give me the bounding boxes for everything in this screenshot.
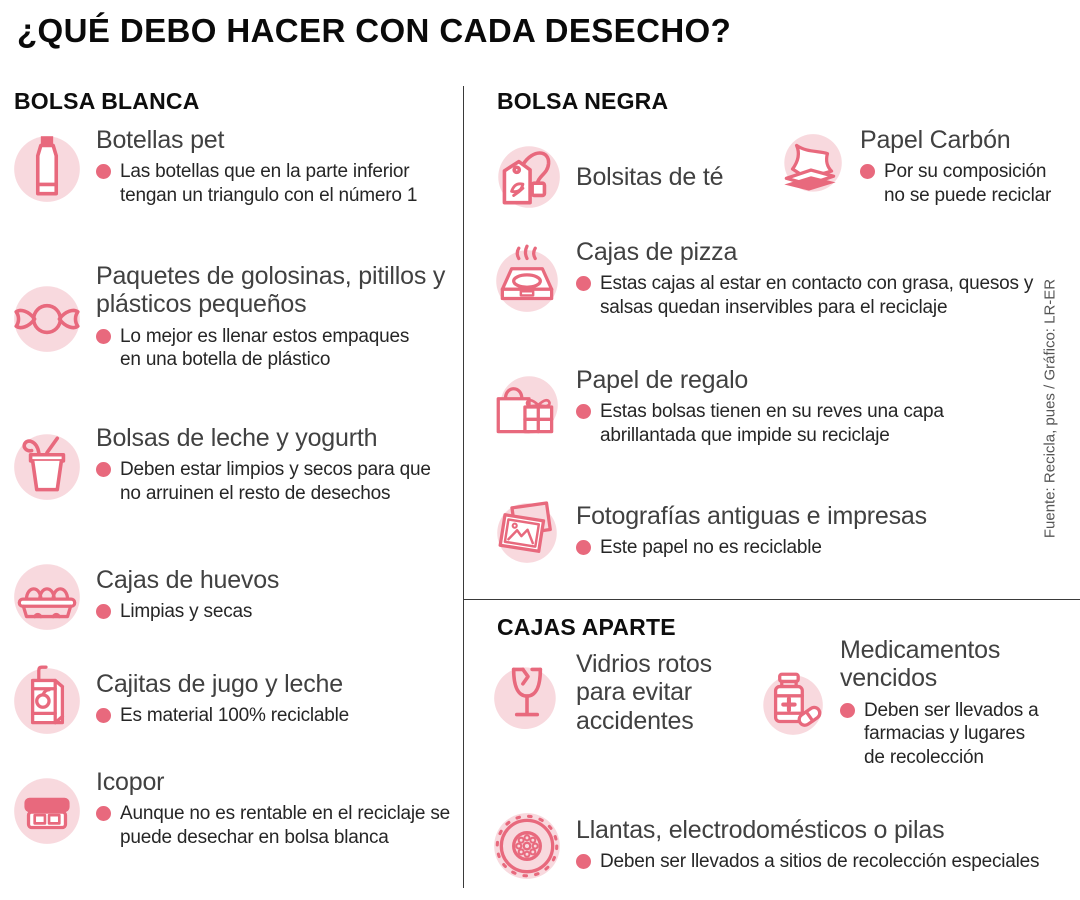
- item-title: Bolsas de leche y yogurth: [96, 424, 378, 452]
- carbon-paper-icon: [772, 128, 850, 206]
- page-title: ¿QUÉ DEBO HACER CON CADA DESECHO?: [17, 12, 732, 49]
- list-item-bolsitas-te: [488, 138, 723, 216]
- item-title: Llantas, electrodomésticos o pilas: [576, 816, 945, 845]
- tire-icon: [488, 806, 566, 884]
- bullet-icon: [576, 540, 591, 555]
- item-title: Vidrios rotos para evitar accidentes: [576, 650, 712, 735]
- juice-box-icon: [8, 660, 86, 738]
- item-title: Cajas de pizza: [576, 238, 738, 266]
- tea-bag-icon: [488, 138, 566, 216]
- bullet-icon: [576, 276, 591, 291]
- list-item-vidrios-rotos: [488, 650, 738, 735]
- list-item-bolsas-leche: [8, 424, 450, 505]
- gift-wrap-icon: [488, 368, 566, 446]
- list-item-medicamentos: [752, 636, 1046, 769]
- item-note: Limpias y secas: [96, 600, 279, 624]
- list-item-fotografias: [488, 492, 927, 570]
- item-title: Paquetes de golosinas, pitillos y plásticos pequeños: [96, 262, 446, 319]
- item-title: Papel de regalo: [576, 366, 749, 394]
- section-header-bolsa-blanca: BOLSA BLANCA: [14, 88, 200, 114]
- list-item-icopor: [8, 768, 455, 849]
- old-photos-icon: [488, 492, 566, 570]
- bullet-icon: [96, 604, 111, 619]
- bullet-icon: [576, 404, 591, 419]
- list-item-cajas-pizza: [488, 238, 1050, 319]
- item-title: Bolsitas de té: [576, 162, 724, 191]
- section-divider: [463, 599, 1080, 600]
- styrofoam-box-icon: [8, 770, 86, 848]
- bullet-icon: [96, 806, 111, 821]
- item-note: Por su composición no se puede reciclar: [860, 160, 1059, 207]
- list-item-llantas: [488, 806, 1039, 884]
- item-title: Medicamentos vencidos: [840, 636, 1001, 693]
- list-item-botellas-pet: [8, 126, 455, 207]
- bullet-icon: [96, 708, 111, 723]
- item-note: Aunque no es rentable en el reciclaje se puede desechar en bolsa blanca: [96, 802, 455, 849]
- expired-medicine-icon: [752, 664, 830, 742]
- bullet-icon: [576, 854, 591, 869]
- pet-bottle-icon: [8, 128, 86, 206]
- bullet-icon: [96, 462, 111, 477]
- item-title: Botellas pet: [96, 126, 225, 154]
- item-note: Deben estar limpios y secos para que no arruinen el resto de desechos: [96, 458, 450, 505]
- list-item-papel-regalo: [488, 366, 960, 447]
- item-note: Deben ser llevados a sitios de recolección especiales: [576, 850, 1039, 874]
- item-note: Estas bolsas tienen en su reves una capa abrillantada que impide su reciclaje: [576, 400, 960, 447]
- list-item-papel-carbon: [772, 126, 1059, 207]
- section-header-cajas-aparte: CAJAS APARTE: [497, 614, 676, 640]
- list-item-paquetes-golosinas: [8, 262, 456, 372]
- milk-yogurt-cup-icon: [8, 426, 86, 504]
- list-item-cajitas-jugo: [8, 660, 349, 738]
- item-title: Papel Carbón: [860, 126, 1011, 154]
- item-title: Cajas de huevos: [96, 566, 280, 595]
- broken-glass-icon: [488, 653, 566, 731]
- item-title: Icopor: [96, 768, 165, 796]
- item-note: Este papel no es reciclable: [576, 536, 927, 560]
- bullet-icon: [840, 703, 855, 718]
- item-note: Deben ser llevados a farmacias y lugares de recolección: [840, 699, 1046, 770]
- column-divider: [463, 86, 464, 888]
- list-item-cajas-huevos: [8, 556, 279, 634]
- item-note: Las botellas que en la parte inferior tengan un triangulo con el número 1: [96, 160, 455, 207]
- item-title: Cajitas de jugo y leche: [96, 670, 343, 699]
- candy-wrapper-icon: [8, 278, 86, 356]
- bullet-icon: [860, 164, 875, 179]
- pizza-box-icon: [488, 240, 566, 318]
- section-header-bolsa-negra: BOLSA NEGRA: [497, 88, 669, 114]
- source-credit: Fuente: Recicla, pues / Gráfico: LR-ER: [1041, 278, 1059, 539]
- item-title: Fotografías antiguas e impresas: [576, 502, 927, 531]
- bullet-icon: [96, 329, 111, 344]
- egg-carton-icon: [8, 556, 86, 634]
- item-note: Estas cajas al estar en contacto con grasa, quesos y salsas quedan inservibles para el reciclaje: [576, 272, 1050, 319]
- item-note: Es material 100% reciclable: [96, 704, 349, 728]
- bullet-icon: [96, 164, 111, 179]
- item-note: Lo mejor es llenar estos empaques en una botella de plástico: [96, 325, 456, 372]
